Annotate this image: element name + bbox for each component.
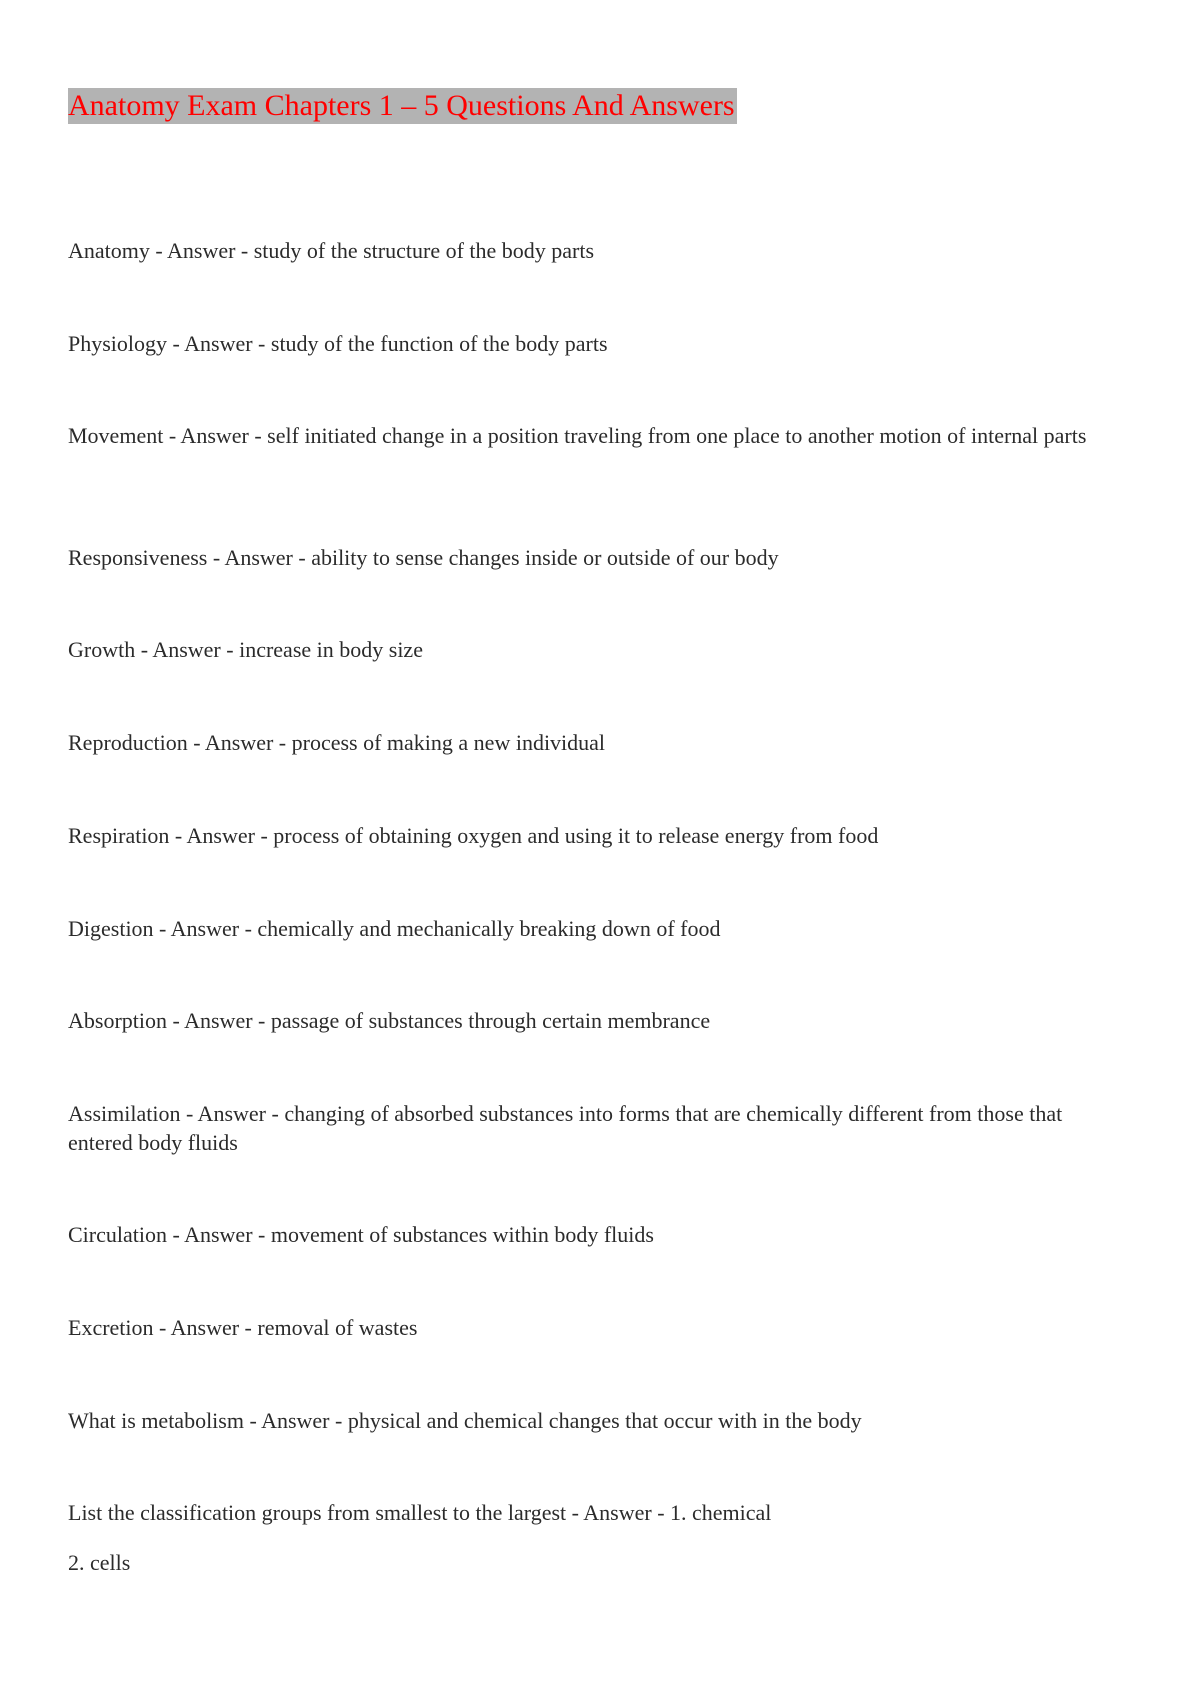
qa-entry-movement: Movement - Answer - self initiated change in a position traveling from one place to another motion of internal parts (68, 423, 1087, 448)
qa-entry-excretion: Excretion - Answer - removal of wastes (68, 1315, 418, 1340)
qa-entry-assimilation: Assimilation - Answer - changing of absorbed substances into forms that are chemically different from those that entered body fluids (68, 1101, 1063, 1155)
qa-entry-metabolism: What is metabolism - Answer - physical and chemical changes that occur with in the body (68, 1408, 862, 1433)
qa-entry-anatomy: Anatomy - Answer - study of the structure of the body parts (68, 238, 595, 263)
qa-entry-growth: Growth - Answer - increase in body size (68, 637, 423, 662)
qa-entry-responsiveness: Responsiveness - Answer - ability to sense changes inside or outside of our body (68, 545, 779, 570)
list-item-cells: 2. cells (68, 1550, 131, 1575)
qa-entry-digestion: Digestion - Answer - chemically and mechanically breaking down of food (68, 916, 721, 941)
qa-entry-respiration: Respiration - Answer - process of obtaining oxygen and using it to release energy from food (68, 823, 879, 848)
qa-entry-classification: List the classification groups from smallest to the largest - Answer - 1. chemical (68, 1500, 772, 1525)
qa-entry-reproduction: Reproduction - Answer - process of making a new individual (68, 730, 606, 755)
qa-entry-circulation: Circulation - Answer - movement of substances within body fluids (68, 1222, 654, 1247)
document-title: Anatomy Exam Chapters 1 – 5 Questions And Answers (68, 89, 735, 122)
qa-entry-physiology: Physiology - Answer - study of the function of the body parts (68, 331, 608, 356)
qa-entry-absorption: Absorption - Answer - passage of substances through certain membrance (68, 1008, 711, 1033)
